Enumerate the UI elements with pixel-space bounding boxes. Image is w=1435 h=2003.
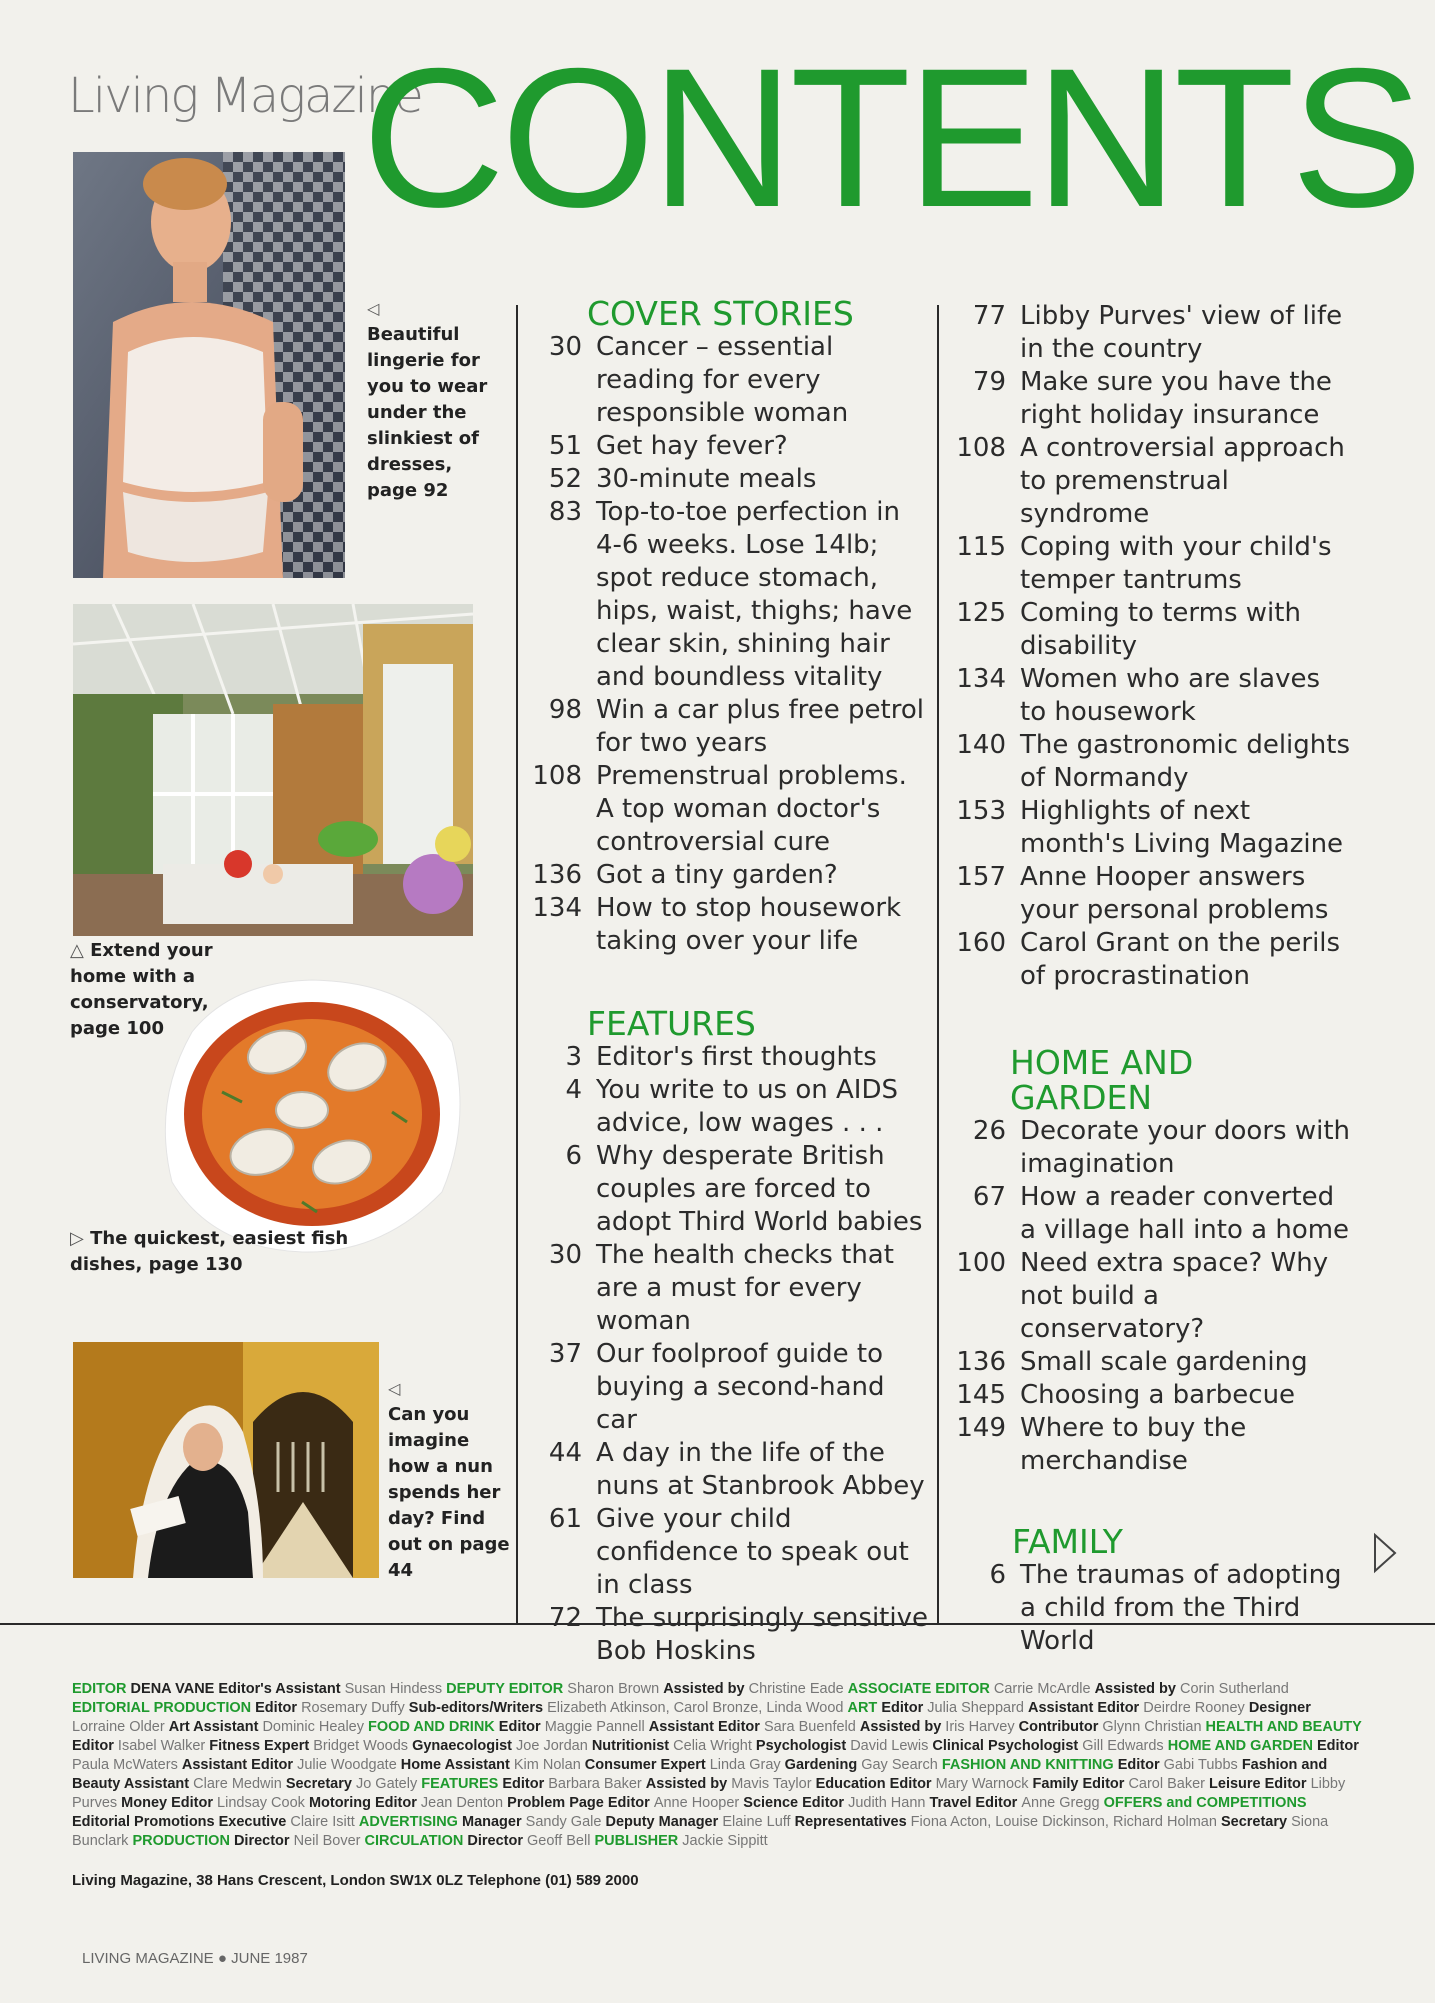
- contents-entry: [528, 1239, 928, 1338]
- credit-name: Susan Hindess: [344, 1681, 447, 1697]
- credit-role: Assisted by: [645, 1776, 732, 1792]
- entry-title: A controversial approach to premenstrual syndrome: [1020, 433, 1345, 529]
- credit-name: Judith Hann: [848, 1795, 930, 1811]
- contents-entry: [950, 1181, 1350, 1247]
- entry-page-number: 100: [956, 1248, 1006, 1278]
- entry-page-number: 136: [532, 860, 582, 890]
- credit-name: Dominic Healey: [262, 1719, 369, 1735]
- entry-title: How a reader converted a village hall into a home: [1020, 1182, 1350, 1245]
- entry-page-number: 157: [956, 862, 1006, 892]
- contents-column-2: [950, 300, 1350, 1658]
- credit-role: Contributor: [1018, 1719, 1103, 1735]
- home-garden-list: [950, 1115, 1350, 1478]
- entry-page-number: 77: [972, 301, 1006, 331]
- credit-role: Money Editor: [121, 1795, 218, 1811]
- credit-role: DENA VANE: [130, 1681, 219, 1697]
- contents-entry: [950, 1346, 1350, 1379]
- contents-entry: [528, 430, 928, 463]
- credit-name: Siona Bunclark: [72, 1814, 1329, 1849]
- entry-page-number: 160: [956, 928, 1006, 958]
- fish-dish-photo: [152, 972, 466, 1256]
- next-page-arrow-icon: [1372, 1532, 1398, 1574]
- credit-name: Glynn Christian: [1102, 1719, 1206, 1735]
- entry-title: Small scale gardening: [1020, 1347, 1308, 1377]
- entry-page-number: 136: [956, 1347, 1006, 1377]
- entry-page-number: 140: [956, 730, 1006, 760]
- column-divider: [516, 305, 518, 1625]
- entry-page-number: 44: [548, 1438, 582, 1468]
- nun-caption: [388, 1376, 516, 1584]
- triangle-up-icon: △: [70, 940, 84, 961]
- contents-entry: [950, 1115, 1350, 1181]
- cover-stories-list: [528, 331, 928, 958]
- credit-name: Paula McWaters: [72, 1757, 182, 1773]
- credit-role: Secretary: [1220, 1814, 1292, 1830]
- credit-name: Sara Buenfeld: [763, 1719, 860, 1735]
- credit-section: ASSOCIATE EDITOR: [847, 1681, 994, 1697]
- credit-name: Christine Eade: [748, 1681, 848, 1697]
- contents-entry: [950, 729, 1350, 795]
- credit-name: Lindsay Cook: [217, 1795, 309, 1811]
- contents-entry: [950, 531, 1350, 597]
- caption-arrow-icon: ◁: [388, 1379, 401, 1398]
- entry-page-number: 134: [532, 893, 582, 923]
- entry-title: The surprisingly sensitive Bob Hoskins: [596, 1603, 928, 1666]
- credit-name: Fiona Acton, Louise Dickinson, Richard Holman: [910, 1814, 1221, 1830]
- features-heading: FEATURES: [587, 1004, 756, 1043]
- entry-page-number: 153: [956, 796, 1006, 826]
- credit-name: Gill Edwards: [1082, 1738, 1168, 1754]
- credit-name: Lorraine Older: [72, 1719, 169, 1735]
- credit-role: Assisted by: [1094, 1681, 1180, 1697]
- entry-title: Women who are slaves to housework: [1020, 664, 1321, 727]
- entry-title: Coming to terms with disability: [1020, 598, 1301, 661]
- entry-title: Top-to-toe perfection in 4-6 weeks. Lose 14lb; spot reduce stomach, hips, waist, thighs; have clear skin, shining hair and boundless vitality: [596, 497, 913, 692]
- entry-page-number: 72: [548, 1603, 582, 1633]
- credit-name: Claire Isitt: [290, 1814, 359, 1830]
- masthead-credits: [72, 1680, 1362, 1851]
- contents-entry: [950, 1412, 1350, 1478]
- credit-section: FOOD AND DRINK: [368, 1719, 499, 1735]
- page-footer: [82, 1950, 308, 1967]
- contents-entry: [528, 1602, 928, 1668]
- credit-name: Libby Purves: [72, 1776, 1346, 1811]
- credit-section: HOME AND GARDEN: [1167, 1738, 1317, 1754]
- contents-entry: [528, 1437, 928, 1503]
- footer-date: JUNE 1987: [231, 1950, 308, 1967]
- entry-page-number: 145: [956, 1380, 1006, 1410]
- contents-entry: [528, 1074, 928, 1140]
- credit-role: Gynaecologist: [412, 1738, 517, 1754]
- cover-stories-heading: COVER STORIES: [587, 294, 854, 333]
- contents-entry: [528, 496, 928, 694]
- fish-caption-text: The quickest, easiest fish dishes, page 130: [70, 1228, 349, 1275]
- nun-photo: [73, 1342, 379, 1578]
- entry-page-number: 149: [956, 1413, 1006, 1443]
- entry-title: Carol Grant on the perils of procrastination: [1020, 928, 1341, 991]
- contents-entry: [528, 463, 928, 496]
- entry-page-number: 115: [956, 532, 1006, 562]
- fish-caption: [70, 1226, 390, 1278]
- credit-name: Bridget Woods: [313, 1738, 413, 1754]
- credit-section: PRODUCTION: [132, 1833, 234, 1849]
- footer-magazine: LIVING MAGAZINE: [82, 1950, 214, 1967]
- credit-section: FASHION AND KNITTING: [941, 1757, 1118, 1773]
- contents-entry: [528, 331, 928, 430]
- credit-section: HEALTH AND BEAUTY: [1205, 1719, 1362, 1735]
- family-list: [950, 1559, 1350, 1658]
- entry-title: The health checks that are a must for every woman: [596, 1240, 894, 1336]
- entry-title: Give your child confidence to speak out in class: [596, 1504, 909, 1600]
- credit-name: Carol Baker: [1128, 1776, 1210, 1792]
- entry-title: Highlights of next month's Living Magazine: [1020, 796, 1344, 859]
- contents-entry: [528, 859, 928, 892]
- credit-role: Deputy Manager: [605, 1814, 723, 1830]
- credit-name: Jean Denton: [420, 1795, 508, 1811]
- credit-role: Editor: [498, 1719, 545, 1735]
- credit-name: Sharon Brown: [567, 1681, 664, 1697]
- entry-page-number: 98: [548, 695, 582, 725]
- contents-entry: [950, 1559, 1350, 1658]
- credit-role: Assistant Editor: [181, 1757, 298, 1773]
- credit-name: Neil Bover: [293, 1833, 365, 1849]
- credit-role: Editor: [881, 1700, 928, 1716]
- credit-role: Nutritionist: [591, 1738, 674, 1754]
- credit-name: Clare Medwin: [193, 1776, 286, 1792]
- credit-role: Education Editor: [815, 1776, 936, 1792]
- credit-role: Assistant Editor: [648, 1719, 764, 1735]
- contents-entry: [950, 927, 1350, 993]
- entry-page-number: 4: [565, 1075, 582, 1105]
- contents-entry: [950, 1379, 1350, 1412]
- entry-page-number: 6: [565, 1141, 582, 1171]
- credit-role: Fitness Expert: [209, 1738, 314, 1754]
- credit-role: Director: [233, 1833, 294, 1849]
- contents-entry: [528, 1338, 928, 1437]
- nun-caption-text: Can you imagine how a nun spends her day? Find out on page 44: [388, 1404, 510, 1581]
- page-title: CONTENTS: [362, 27, 1419, 248]
- lingerie-caption: [367, 296, 507, 504]
- credit-role: Fashion and Beauty Assistant: [72, 1757, 1328, 1792]
- credit-role: Art Assistant: [168, 1719, 263, 1735]
- entry-page-number: 125: [956, 598, 1006, 628]
- entry-page-number: 3: [565, 1042, 582, 1072]
- entry-title: Decorate your doors with imagination: [1020, 1116, 1351, 1179]
- features-list: [528, 1041, 928, 1668]
- bullet-icon: ●: [217, 1950, 227, 1967]
- credit-name: Deirdre Rooney: [1143, 1700, 1249, 1716]
- entry-title: Anne Hooper answers your personal problems: [1020, 862, 1329, 925]
- entry-page-number: 79: [972, 367, 1006, 397]
- credit-name: Jo Gately: [355, 1776, 422, 1792]
- credit-role: Sub-editors/Writers: [408, 1700, 548, 1716]
- credit-name: Anne Hooper: [653, 1795, 744, 1811]
- credit-role: Home Assistant: [400, 1757, 514, 1773]
- credit-role: Editorial Promotions Executive: [72, 1814, 291, 1830]
- entry-title: Where to buy the merchandise: [1020, 1413, 1247, 1476]
- entry-page-number: 6: [989, 1560, 1006, 1590]
- lingerie-caption-text: Beautiful lingerie for you to wear under the slinkiest of dresses, page 92: [367, 324, 488, 501]
- credit-name: Sandy Gale: [525, 1814, 606, 1830]
- credit-name: Kim Nolan: [513, 1757, 585, 1773]
- credit-role: Gardening: [784, 1757, 862, 1773]
- entry-page-number: 30: [548, 332, 582, 362]
- conservatory-photo: [73, 604, 473, 936]
- contents-entry: [528, 1503, 928, 1602]
- contents-entry: [528, 1041, 928, 1074]
- entry-title: Premenstrual problems. A top woman doctor's controversial cure: [596, 761, 907, 857]
- column-divider: [937, 305, 939, 1625]
- credit-role: Director: [467, 1833, 527, 1849]
- credit-section: DEPUTY EDITOR: [446, 1681, 568, 1697]
- credit-name: Anne Gregg: [1021, 1795, 1104, 1811]
- entry-page-number: 61: [548, 1504, 582, 1534]
- credit-name: Linda Gray: [709, 1757, 785, 1773]
- credit-name: David Lewis: [850, 1738, 933, 1754]
- credit-name: Julie Woodgate: [297, 1757, 401, 1773]
- credit-role: Editor: [1317, 1738, 1359, 1754]
- credit-role: Psychologist: [755, 1738, 851, 1754]
- credit-role: Editor: [502, 1776, 549, 1792]
- entry-page-number: 108: [956, 433, 1006, 463]
- entry-page-number: 83: [548, 497, 582, 527]
- family-heading: FAMILY: [1012, 1522, 1123, 1561]
- triangle-right-icon: ▷: [70, 1228, 84, 1249]
- credit-section: PUBLISHER: [594, 1833, 683, 1849]
- contents-entry: [950, 663, 1350, 729]
- contents-entry: [528, 694, 928, 760]
- contents-entry: [528, 892, 928, 958]
- credit-section: FEATURES: [421, 1776, 503, 1792]
- entry-page-number: 108: [532, 761, 582, 791]
- credit-name: Joe Jordan: [516, 1738, 592, 1754]
- entry-title: The gastronomic delights of Normandy: [1020, 730, 1350, 793]
- contents-entry: [950, 432, 1350, 531]
- entry-title: The traumas of adopting a child from the Third World: [1020, 1560, 1342, 1656]
- credit-role: Science Editor: [743, 1795, 849, 1811]
- credit-name: Mavis Taylor: [731, 1776, 816, 1792]
- entry-title: Choosing a barbecue: [1020, 1380, 1296, 1410]
- credit-role: Assisted by: [859, 1719, 946, 1735]
- contents-entry: [528, 760, 928, 859]
- lingerie-photo: [73, 152, 345, 578]
- credit-role: Assisted by: [663, 1681, 749, 1697]
- credit-name: Iris Harvey: [945, 1719, 1019, 1735]
- contents-entry: [950, 861, 1350, 927]
- contents-entry: [950, 300, 1350, 366]
- credit-section: ART: [847, 1700, 882, 1716]
- contents-entry: [950, 1247, 1350, 1346]
- entry-title: You write to us on AIDS advice, low wages . . .: [596, 1075, 898, 1138]
- home-garden-heading: HOME AND GARDEN: [1010, 1043, 1194, 1117]
- credit-name: Maggie Pannell: [544, 1719, 649, 1735]
- entry-title: Need extra space? Why not build a conservatory?: [1020, 1248, 1329, 1344]
- entry-page-number: 37: [548, 1339, 582, 1369]
- credit-role: Secretary: [285, 1776, 356, 1792]
- credit-name: Mary Warnock: [935, 1776, 1033, 1792]
- credit-name: Rosemary Duffy: [301, 1700, 409, 1716]
- entry-title: A day in the life of the nuns at Stanbrook Abbey: [596, 1438, 925, 1501]
- credit-name: Julia Sheppard: [927, 1700, 1029, 1716]
- credit-role: Motoring Editor: [308, 1795, 421, 1811]
- entry-title: 30-minute meals: [596, 464, 817, 494]
- features-cont-list: [950, 300, 1350, 993]
- credit-role: Editor's Assistant: [218, 1681, 345, 1697]
- credit-section: ADVERTISING: [358, 1814, 462, 1830]
- credit-role: Assistant Editor: [1028, 1700, 1144, 1716]
- credit-role: Editor: [1117, 1757, 1164, 1773]
- entry-page-number: 67: [972, 1182, 1006, 1212]
- entry-title: Win a car plus free petrol for two years: [596, 695, 924, 758]
- credit-name: Jackie Sippitt: [682, 1833, 768, 1849]
- credit-role: Travel Editor: [929, 1795, 1022, 1811]
- entry-title: Cancer – essential reading for every responsible woman: [596, 332, 849, 428]
- caption-arrow-icon: ◁: [367, 299, 380, 318]
- credit-role: Designer: [1248, 1700, 1311, 1716]
- credit-name: Elizabeth Atkinson, Carol Bronze, Linda Wood: [547, 1700, 848, 1716]
- credit-name: Isabel Walker: [117, 1738, 210, 1754]
- contents-entry: [950, 597, 1350, 663]
- contents-entry: [950, 795, 1350, 861]
- credit-role: Problem Page Editor: [507, 1795, 654, 1811]
- entry-title: Get hay fever?: [596, 431, 788, 461]
- credit-name: Corin Sutherland: [1180, 1681, 1289, 1697]
- conservatory-caption-text: Extend your home with a conservatory, page 100: [70, 940, 213, 1039]
- credit-role: Leisure Editor: [1209, 1776, 1311, 1792]
- credit-role: Representatives: [794, 1814, 911, 1830]
- entry-title: Got a tiny garden?: [596, 860, 838, 890]
- entry-page-number: 51: [548, 431, 582, 461]
- credit-name: Barbara Baker: [548, 1776, 646, 1792]
- credit-role: Editor: [255, 1700, 302, 1716]
- credit-role: Editor: [72, 1738, 118, 1754]
- contents-entry: [950, 366, 1350, 432]
- entry-title: Why desperate British couples are forced to adopt Third World babies: [596, 1141, 923, 1237]
- brand-logo: Living Magazine: [68, 68, 422, 124]
- credit-role: Family Editor: [1032, 1776, 1129, 1792]
- entry-title: Editor's first thoughts: [596, 1042, 877, 1072]
- credit-section: CIRCULATION: [364, 1833, 468, 1849]
- contents-entry: [528, 1140, 928, 1239]
- credit-name: Carrie McArdle: [993, 1681, 1095, 1697]
- contents-column-1: [528, 296, 928, 1668]
- credit-section: OFFERS and COMPETITIONS: [1103, 1795, 1307, 1811]
- entry-page-number: 134: [956, 664, 1006, 694]
- entry-title: Our foolproof guide to buying a second-hand car: [596, 1339, 885, 1435]
- entry-title: Make sure you have the right holiday insurance: [1020, 367, 1332, 430]
- entry-page-number: 30: [548, 1240, 582, 1270]
- credit-role: Manager: [461, 1814, 526, 1830]
- entry-title: Libby Purves' view of life in the country: [1020, 301, 1343, 364]
- credit-name: Gay Search: [861, 1757, 942, 1773]
- entry-title: How to stop housework taking over your life: [596, 893, 902, 956]
- credit-name: Celia Wright: [673, 1738, 756, 1754]
- credit-section: EDITOR: [72, 1681, 131, 1697]
- credit-section: EDITORIAL PRODUCTION: [72, 1700, 256, 1716]
- credit-name: Geoff Bell: [527, 1833, 595, 1849]
- credit-role: Clinical Psychologist: [932, 1738, 1083, 1754]
- credit-role: Consumer Expert: [584, 1757, 710, 1773]
- credit-name: Gabi Tubbs: [1163, 1757, 1242, 1773]
- entry-page-number: 26: [972, 1116, 1006, 1146]
- credit-name: Elaine Luff: [722, 1814, 795, 1830]
- publisher-address: Living Magazine, 38 Hans Crescent, London SW1X 0LZ Telephone (01) 589 2000: [72, 1872, 639, 1889]
- entry-page-number: 52: [548, 464, 582, 494]
- entry-title: Coping with your child's temper tantrums: [1020, 532, 1332, 595]
